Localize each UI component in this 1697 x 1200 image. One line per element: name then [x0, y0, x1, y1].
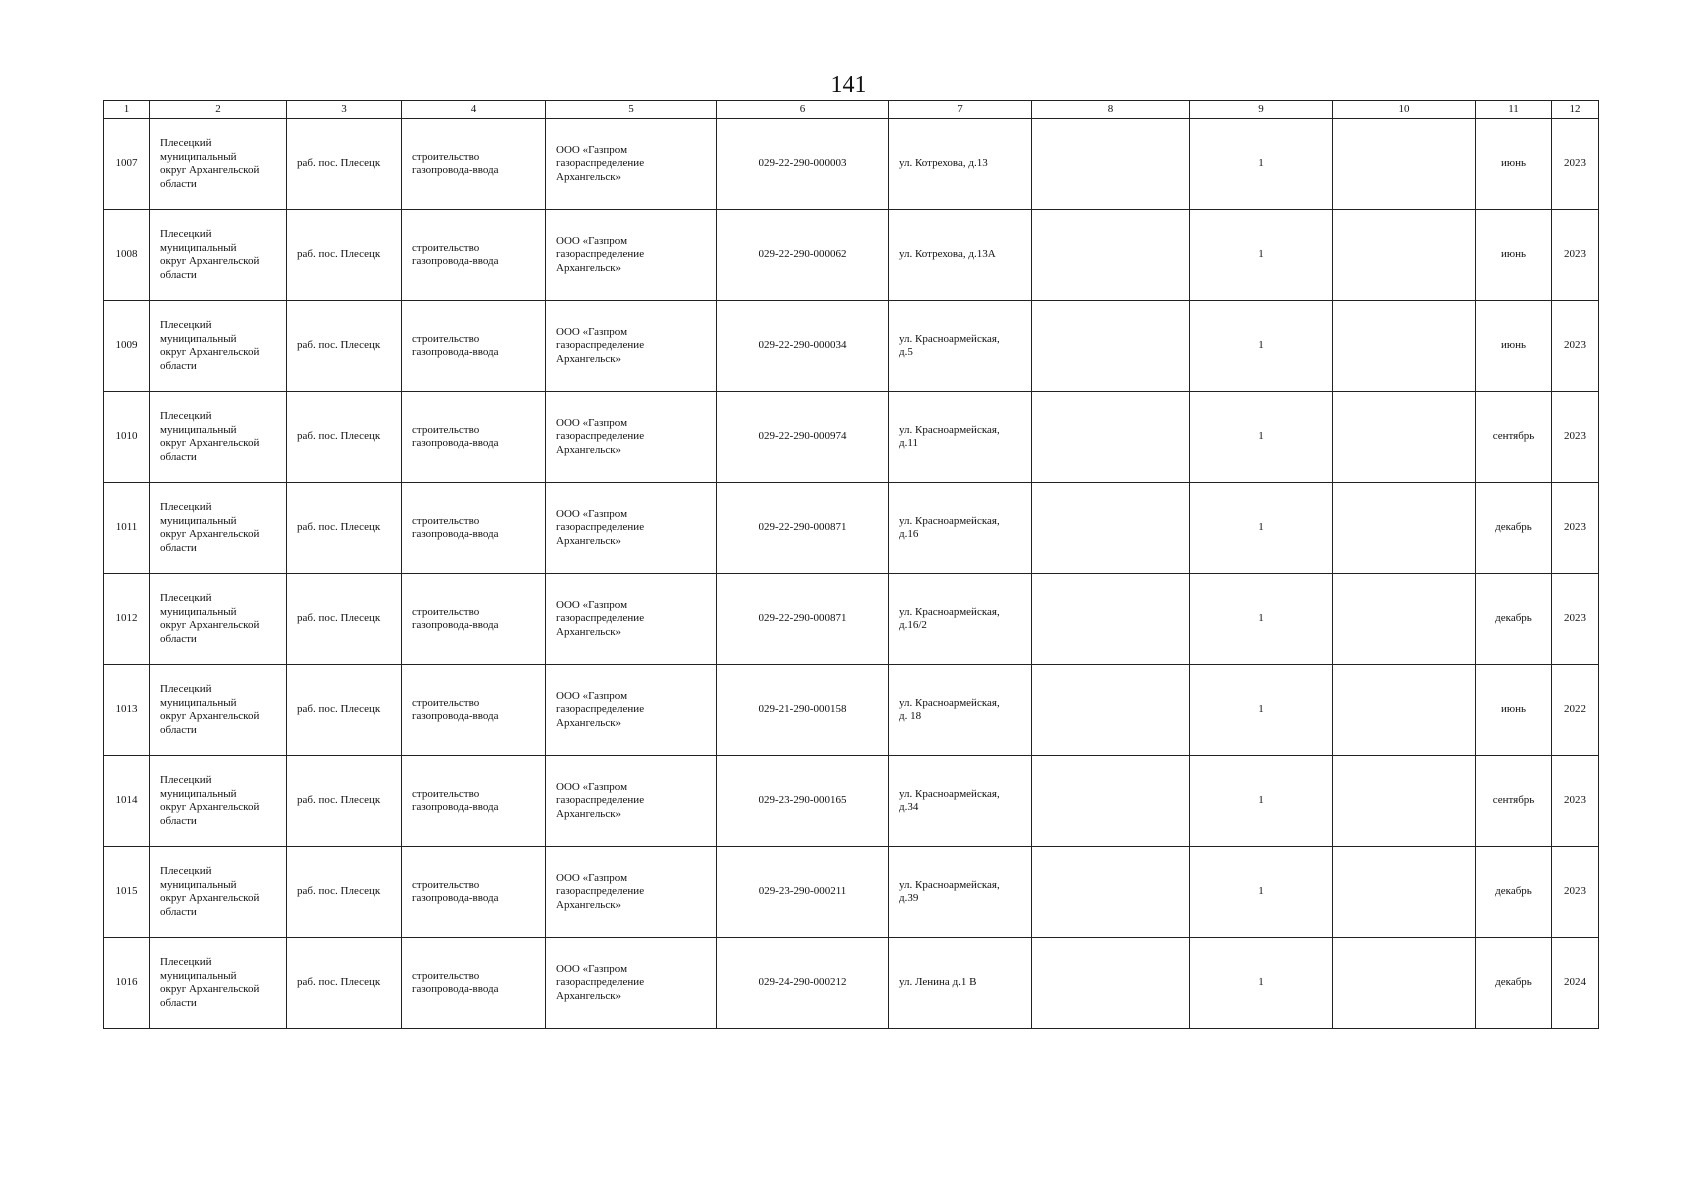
column-number: 2 [150, 101, 287, 119]
column-number: 11 [1476, 101, 1552, 119]
quantity-cell: 1 [1190, 483, 1333, 574]
address-line: д.5 [899, 346, 913, 358]
org-line: Архангельск» [556, 170, 622, 183]
month-cell: июнь [1476, 210, 1552, 301]
object-code-cell: 029-22-290-000974 [717, 392, 889, 483]
column-number-row [104, 101, 1599, 119]
work-type-cell [402, 392, 546, 483]
municipality-line: муниципальный [160, 787, 237, 800]
address-line: ул. Красноармейская, [899, 423, 1000, 436]
municipality-line: округ Архангельской [160, 801, 260, 813]
org-line: газораспределение [556, 794, 645, 807]
settlement-cell: раб. пос. Плесецк [287, 483, 402, 574]
work-line: газопровода-ввода [412, 710, 499, 722]
column-8-cell [1032, 756, 1190, 847]
table-row [104, 938, 1599, 1029]
table-row [104, 210, 1599, 301]
municipality-line: Плесецкий [160, 410, 212, 422]
column-number: 6 [717, 101, 889, 119]
column-10-cell [1333, 756, 1476, 847]
work-line: строительство [412, 969, 480, 982]
work-line: строительство [412, 696, 480, 709]
org-line: газораспределение [556, 612, 645, 625]
table-row [104, 756, 1599, 847]
settlement-cell: раб. пос. Плесецк [287, 210, 402, 301]
org-line: ООО «Газпром [556, 871, 628, 884]
year-cell: 2023 [1552, 756, 1599, 847]
work-line: газопровода-ввода [412, 346, 499, 358]
org-line: ООО «Газпром [556, 689, 628, 702]
object-code-cell: 029-22-290-000871 [717, 483, 889, 574]
row-number: 1014 [104, 756, 150, 847]
municipality-line: Плесецкий [160, 501, 212, 513]
settlement-cell: раб. пос. Плесецк [287, 756, 402, 847]
quantity-cell: 1 [1190, 210, 1333, 301]
municipality-line: муниципальный [160, 332, 237, 345]
work-type-cell [402, 756, 546, 847]
address-line: д.34 [899, 801, 919, 813]
column-8-cell [1032, 938, 1190, 1029]
work-type-cell [402, 210, 546, 301]
settlement-cell: раб. пос. Плесецк [287, 665, 402, 756]
address-line: ул. Красноармейская, [899, 878, 1000, 891]
year-cell: 2023 [1552, 210, 1599, 301]
address-cell [889, 210, 1032, 301]
object-code-cell: 029-22-290-000034 [717, 301, 889, 392]
work-line: строительство [412, 878, 480, 891]
settlement-cell: раб. пос. Плесецк [287, 574, 402, 665]
quantity-cell: 1 [1190, 847, 1333, 938]
year-cell: 2023 [1552, 483, 1599, 574]
org-line: ООО «Газпром [556, 507, 628, 520]
column-number: 5 [546, 101, 717, 119]
column-10-cell [1333, 938, 1476, 1029]
municipality-line: муниципальный [160, 514, 237, 527]
table-row [104, 847, 1599, 938]
row-number: 1007 [104, 119, 150, 210]
municipality-line: муниципальный [160, 969, 237, 982]
month-cell: июнь [1476, 119, 1552, 210]
column-10-cell [1333, 119, 1476, 210]
column-number: 4 [402, 101, 546, 119]
municipality-line: округ Архангельской [160, 710, 260, 722]
object-code-cell: 029-22-290-000003 [717, 119, 889, 210]
address-line: ул. Красноармейская, [899, 787, 1000, 800]
municipality-line: области [160, 359, 197, 372]
column-10-cell [1333, 301, 1476, 392]
org-line: ООО «Газпром [556, 598, 628, 611]
row-number: 1013 [104, 665, 150, 756]
municipality-cell [150, 938, 287, 1029]
month-cell: июнь [1476, 665, 1552, 756]
quantity-cell: 1 [1190, 392, 1333, 483]
municipality-line: области [160, 541, 197, 554]
work-line: строительство [412, 423, 480, 436]
column-number: 1 [104, 101, 150, 119]
org-line: Архангельск» [556, 989, 622, 1002]
organization-cell [546, 392, 717, 483]
work-type-cell [402, 574, 546, 665]
table-body [104, 119, 1599, 1029]
month-cell: декабрь [1476, 483, 1552, 574]
address-cell [889, 574, 1032, 665]
work-type-cell [402, 665, 546, 756]
month-cell: декабрь [1476, 847, 1552, 938]
column-8-cell [1032, 574, 1190, 665]
address-line: д.11 [899, 437, 918, 449]
column-8-cell [1032, 392, 1190, 483]
municipality-line: Плесецкий [160, 956, 212, 968]
municipality-cell [150, 665, 287, 756]
month-cell: декабрь [1476, 938, 1552, 1029]
column-number: 7 [889, 101, 1032, 119]
address-cell [889, 756, 1032, 847]
work-line: газопровода-ввода [412, 437, 499, 449]
municipality-line: округ Архангельской [160, 164, 260, 176]
object-code-cell: 029-22-290-000062 [717, 210, 889, 301]
month-cell: сентябрь [1476, 392, 1552, 483]
municipality-line: муниципальный [160, 696, 237, 709]
organization-cell [546, 301, 717, 392]
municipality-line: муниципальный [160, 605, 237, 618]
municipality-line: Плесецкий [160, 319, 212, 331]
row-number: 1011 [104, 483, 150, 574]
work-line: строительство [412, 150, 480, 163]
municipality-line: Плесецкий [160, 683, 212, 695]
org-line: Архангельск» [556, 261, 622, 274]
column-10-cell [1333, 392, 1476, 483]
address-line: д.16/2 [899, 619, 927, 631]
work-line: строительство [412, 605, 480, 618]
address-line: ул. Красноармейская, [899, 696, 1000, 709]
month-cell: сентябрь [1476, 756, 1552, 847]
municipality-cell [150, 210, 287, 301]
org-line: ООО «Газпром [556, 780, 628, 793]
month-cell: декабрь [1476, 574, 1552, 665]
municipality-cell [150, 756, 287, 847]
address-cell [889, 938, 1032, 1029]
column-8-cell [1032, 483, 1190, 574]
municipality-line: Плесецкий [160, 865, 212, 877]
work-line: газопровода-ввода [412, 801, 499, 813]
address-cell [889, 665, 1032, 756]
org-line: газораспределение [556, 885, 645, 898]
column-number: 9 [1190, 101, 1333, 119]
register-table [103, 100, 1599, 1029]
municipality-line: муниципальный [160, 878, 237, 891]
address-line: ул. Котрехова, д.13А [899, 248, 996, 261]
org-line: Архангельск» [556, 716, 622, 729]
address-line: ул. Ленина д.1 В [899, 976, 977, 989]
column-10-cell [1333, 210, 1476, 301]
work-line: газопровода-ввода [412, 528, 499, 540]
municipality-line: округ Архангельской [160, 528, 260, 540]
municipality-cell [150, 574, 287, 665]
address-line: ул. Красноармейская, [899, 514, 1000, 527]
row-number: 1015 [104, 847, 150, 938]
row-number: 1008 [104, 210, 150, 301]
municipality-line: Плесецкий [160, 774, 212, 786]
table-row [104, 574, 1599, 665]
settlement-cell: раб. пос. Плесецк [287, 119, 402, 210]
work-line: строительство [412, 332, 480, 345]
column-10-cell [1333, 847, 1476, 938]
municipality-line: округ Архангельской [160, 437, 260, 449]
address-line: ул. Котрехова, д.13 [899, 157, 988, 170]
org-line: Архангельск» [556, 898, 622, 911]
municipality-line: округ Архангельской [160, 619, 260, 631]
organization-cell [546, 665, 717, 756]
org-line: газораспределение [556, 976, 645, 989]
municipality-cell [150, 301, 287, 392]
address-line: д.16 [899, 528, 919, 540]
page-number: 141 [830, 72, 867, 98]
address-cell [889, 392, 1032, 483]
municipality-cell [150, 483, 287, 574]
municipality-line: округ Архангельской [160, 892, 260, 904]
organization-cell [546, 574, 717, 665]
municipality-line: Плесецкий [160, 137, 212, 149]
year-cell: 2023 [1552, 574, 1599, 665]
object-code-cell: 029-22-290-000871 [717, 574, 889, 665]
org-line: газораспределение [556, 430, 645, 443]
address-line: ул. Красноармейская, [899, 332, 1000, 345]
municipality-line: округ Архангельской [160, 346, 260, 358]
municipality-line: области [160, 996, 197, 1009]
work-line: газопровода-ввода [412, 619, 499, 631]
settlement-cell: раб. пос. Плесецк [287, 847, 402, 938]
work-type-cell [402, 119, 546, 210]
address-cell [889, 119, 1032, 210]
org-line: ООО «Газпром [556, 325, 628, 338]
year-cell: 2023 [1552, 392, 1599, 483]
settlement-cell: раб. пос. Плесецк [287, 301, 402, 392]
organization-cell [546, 938, 717, 1029]
table-row [104, 119, 1599, 210]
organization-cell [546, 210, 717, 301]
table-row [104, 301, 1599, 392]
address-line: д. 18 [899, 710, 922, 722]
year-cell: 2023 [1552, 119, 1599, 210]
municipality-cell [150, 392, 287, 483]
column-number: 12 [1552, 101, 1599, 119]
row-number: 1016 [104, 938, 150, 1029]
quantity-cell: 1 [1190, 938, 1333, 1029]
org-line: Архангельск» [556, 352, 622, 365]
table-row [104, 392, 1599, 483]
org-line: ООО «Газпром [556, 962, 628, 975]
object-code-cell: 029-24-290-000212 [717, 938, 889, 1029]
quantity-cell: 1 [1190, 756, 1333, 847]
row-number: 1010 [104, 392, 150, 483]
org-line: ООО «Газпром [556, 416, 628, 429]
org-line: ООО «Газпром [556, 143, 628, 156]
organization-cell [546, 119, 717, 210]
municipality-line: муниципальный [160, 150, 237, 163]
column-8-cell [1032, 119, 1190, 210]
row-number: 1012 [104, 574, 150, 665]
settlement-cell: раб. пос. Плесецк [287, 392, 402, 483]
address-cell [889, 483, 1032, 574]
address-line: д.39 [899, 892, 919, 904]
municipality-line: области [160, 723, 197, 736]
org-line: Архангельск» [556, 625, 622, 638]
municipality-line: муниципальный [160, 423, 237, 436]
column-number: 10 [1333, 101, 1476, 119]
month-cell: июнь [1476, 301, 1552, 392]
column-8-cell [1032, 847, 1190, 938]
column-8-cell [1032, 665, 1190, 756]
municipality-line: Плесецкий [160, 228, 212, 240]
municipality-cell [150, 119, 287, 210]
organization-cell [546, 483, 717, 574]
year-cell: 2022 [1552, 665, 1599, 756]
municipality-line: области [160, 450, 197, 463]
object-code-cell: 029-23-290-000211 [717, 847, 889, 938]
municipality-line: области [160, 177, 197, 190]
quantity-cell: 1 [1190, 119, 1333, 210]
quantity-cell: 1 [1190, 574, 1333, 665]
org-line: Архангельск» [556, 534, 622, 547]
table-row [104, 483, 1599, 574]
municipality-line: округ Архангельской [160, 255, 260, 267]
column-8-cell [1032, 210, 1190, 301]
work-line: строительство [412, 241, 480, 254]
address-line: ул. Красноармейская, [899, 605, 1000, 618]
org-line: газораспределение [556, 703, 645, 716]
column-number: 3 [287, 101, 402, 119]
work-line: строительство [412, 787, 480, 800]
org-line: Архангельск» [556, 807, 622, 820]
year-cell: 2023 [1552, 847, 1599, 938]
work-type-cell [402, 938, 546, 1029]
org-line: газораспределение [556, 521, 645, 534]
settlement-cell: раб. пос. Плесецк [287, 938, 402, 1029]
object-code-cell: 029-23-290-000165 [717, 756, 889, 847]
org-line: Архангельск» [556, 443, 622, 456]
municipality-line: области [160, 268, 197, 281]
municipality-line: муниципальный [160, 241, 237, 254]
work-type-cell [402, 301, 546, 392]
work-line: строительство [412, 514, 480, 527]
work-line: газопровода-ввода [412, 255, 499, 267]
work-type-cell [402, 483, 546, 574]
column-10-cell [1333, 483, 1476, 574]
organization-cell [546, 756, 717, 847]
row-number: 1009 [104, 301, 150, 392]
column-8-cell [1032, 301, 1190, 392]
organization-cell [546, 847, 717, 938]
year-cell: 2024 [1552, 938, 1599, 1029]
column-10-cell [1333, 665, 1476, 756]
municipality-line: округ Архангельской [160, 983, 260, 995]
quantity-cell: 1 [1190, 301, 1333, 392]
org-line: газораспределение [556, 339, 645, 352]
year-cell: 2023 [1552, 301, 1599, 392]
org-line: газораспределение [556, 157, 645, 170]
quantity-cell: 1 [1190, 665, 1333, 756]
org-line: газораспределение [556, 248, 645, 261]
work-type-cell [402, 847, 546, 938]
work-line: газопровода-ввода [412, 983, 499, 995]
column-number: 8 [1032, 101, 1190, 119]
work-line: газопровода-ввода [412, 892, 499, 904]
column-10-cell [1333, 574, 1476, 665]
work-line: газопровода-ввода [412, 164, 499, 176]
object-code-cell: 029-21-290-000158 [717, 665, 889, 756]
org-line: ООО «Газпром [556, 234, 628, 247]
municipality-line: области [160, 632, 197, 645]
address-cell [889, 301, 1032, 392]
municipality-line: области [160, 905, 197, 918]
table-row [104, 665, 1599, 756]
municipality-line: Плесецкий [160, 592, 212, 604]
municipality-line: области [160, 814, 197, 827]
address-cell [889, 847, 1032, 938]
municipality-cell [150, 847, 287, 938]
